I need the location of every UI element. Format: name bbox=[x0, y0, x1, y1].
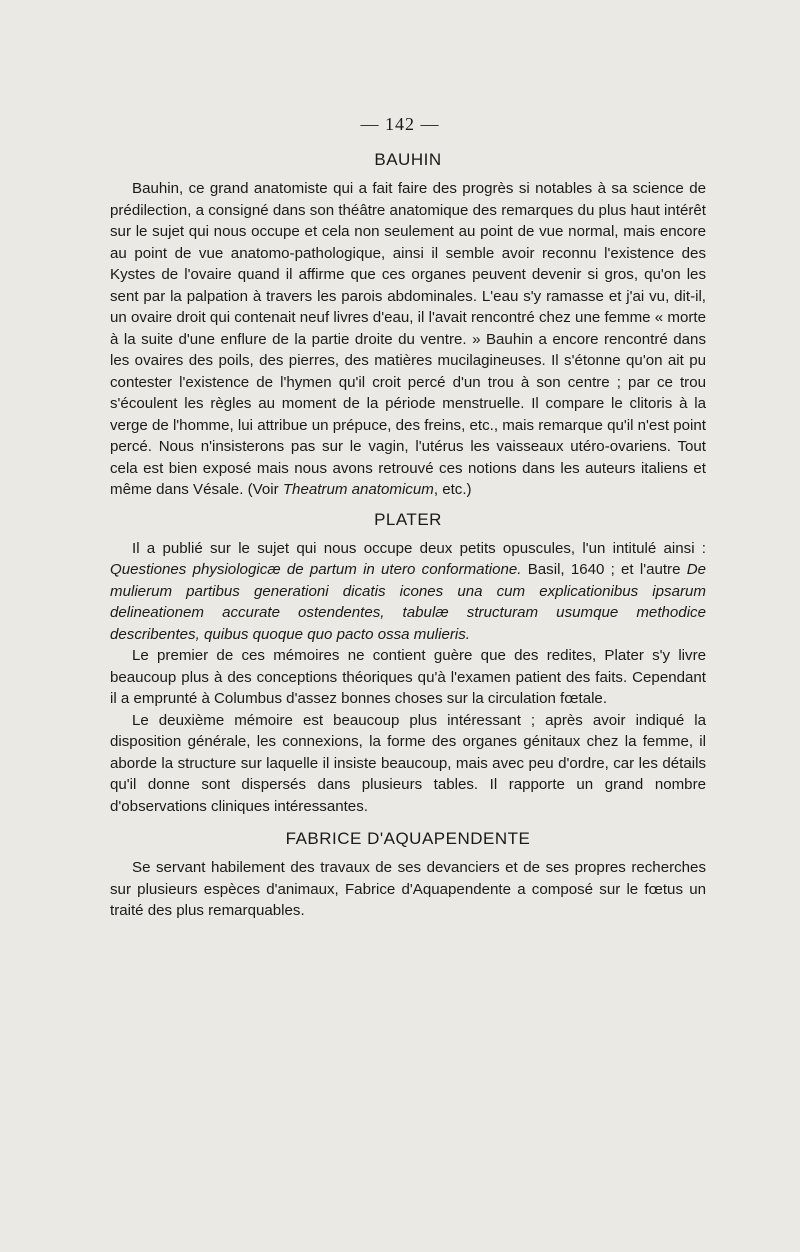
plater-paragraph-2: Le premier de ces mémoires ne contient guère que des redites, Plater s'y livre beaucoup plus à des conceptions théoriques qu'à l'examen patient des faits. Cependant il a emprunté à Columbus d'assez bonnes choses sur la circulation fœtale. bbox=[110, 647, 706, 707]
section-heading-fabrice: FABRICE D'AQUAPENDENTE bbox=[285, 829, 531, 848]
page-content bbox=[110, 150, 706, 922]
plater-p1-middle: Basil, 1640 ; et l'autre bbox=[521, 561, 687, 578]
plater-paragraph-3: Le deuxième mémoire est beaucoup plus intéressant ; après avoir indiqué la disposition générale, les connexions, la forme des organes génitaux chez la femme, il aborde la structure sur laquelle il insiste beaucoup, mais avec peu d'ordre, car les détails qu'il donne sont dispersés dans plusieurs tables. Il rapporte un grand nombre d'observations cliniques intéressantes. bbox=[110, 711, 706, 815]
plater-title-2: De mulierum partibus generationi dicatis icones una cum explicationibus ipsarum delineationem accurate ostendentes, tabulæ structuram usumque methodice describentes, quibus quoque quo pacto ossa mulieris. bbox=[110, 561, 706, 643]
page-number: — 142 — bbox=[360, 114, 440, 134]
bauhin-paragraph bbox=[110, 178, 706, 501]
plater-p1-intro: Il a publié sur le sujet qui nous occupe deux petits opuscules, l'un intitulé ainsi : bbox=[132, 539, 706, 557]
bauhin-paragraph-text: Bauhin, ce grand anatomiste qui a fait faire des progrès si notables à sa science de prédilection, a consigné dans son théâtre anatomique des remarques du plus haut intérêt sur le sujet qui nous occupe et cela non seulement au point de vue normal, mais encore au point de vue anatomo-pathologique, ainsi il semble avoir reconnu l'existence des Kystes de l'ovaire quand il affirme que ces organes peuvent devenir si gros, qu'on les sent par la palpation à travers les parois abdominales. L'eau s'y ramasse et j'ai vu, dit-il, un ovaire droit qui contenait neuf livres d'eau, il l'avait rencontré chez une femme « morte à la suite d'une enflure de la partie droite du ventre. » Bauhin a encore rencontré dans les ovaires des poils, des pierres, des matières mucilagineuses. Il s'étonne qu'on ait pu contester l'existence de l'hymen qu'il croit percé d'un trou à son centre ; par ce trou s'écoulent les règles au moment de la période menstruelle. Il compare le clitoris à la verge de l'homme, lui attribue un prépuce, des freins, etc., mais remarque qu'il n'est point percé. Nous n'insisterons pas sur le vagin, l'utérus les vaisseaux utéro-ovariens. Tout cela est bien exposé mais nous avons retrouvé ces notions dans les auteurs italiens et même dans Vésale. (Voir bbox=[110, 180, 706, 498]
section-heading-plater: PLATER bbox=[374, 509, 442, 529]
plater-paragraph-1 bbox=[110, 538, 706, 646]
fabrice-paragraph: Se servant habilement des travaux de ses devanciers et de ses propres recherches sur plusieurs espèces d'animaux, Fabrice d'Aquapendente a composé sur le fœtus un traité des plus remarquables. bbox=[110, 859, 706, 919]
section-plater bbox=[110, 510, 706, 818]
bauhin-citation-title: Theatrum anatomicum bbox=[282, 481, 434, 498]
section-bauhin bbox=[110, 150, 706, 501]
section-heading-bauhin: BAUHIN bbox=[374, 150, 442, 169]
plater-title-1: Questiones physiologicæ de partum in utero conformatione. bbox=[110, 561, 522, 578]
section-fabrice bbox=[110, 829, 706, 922]
bauhin-paragraph-tail: , etc.) bbox=[433, 481, 472, 498]
